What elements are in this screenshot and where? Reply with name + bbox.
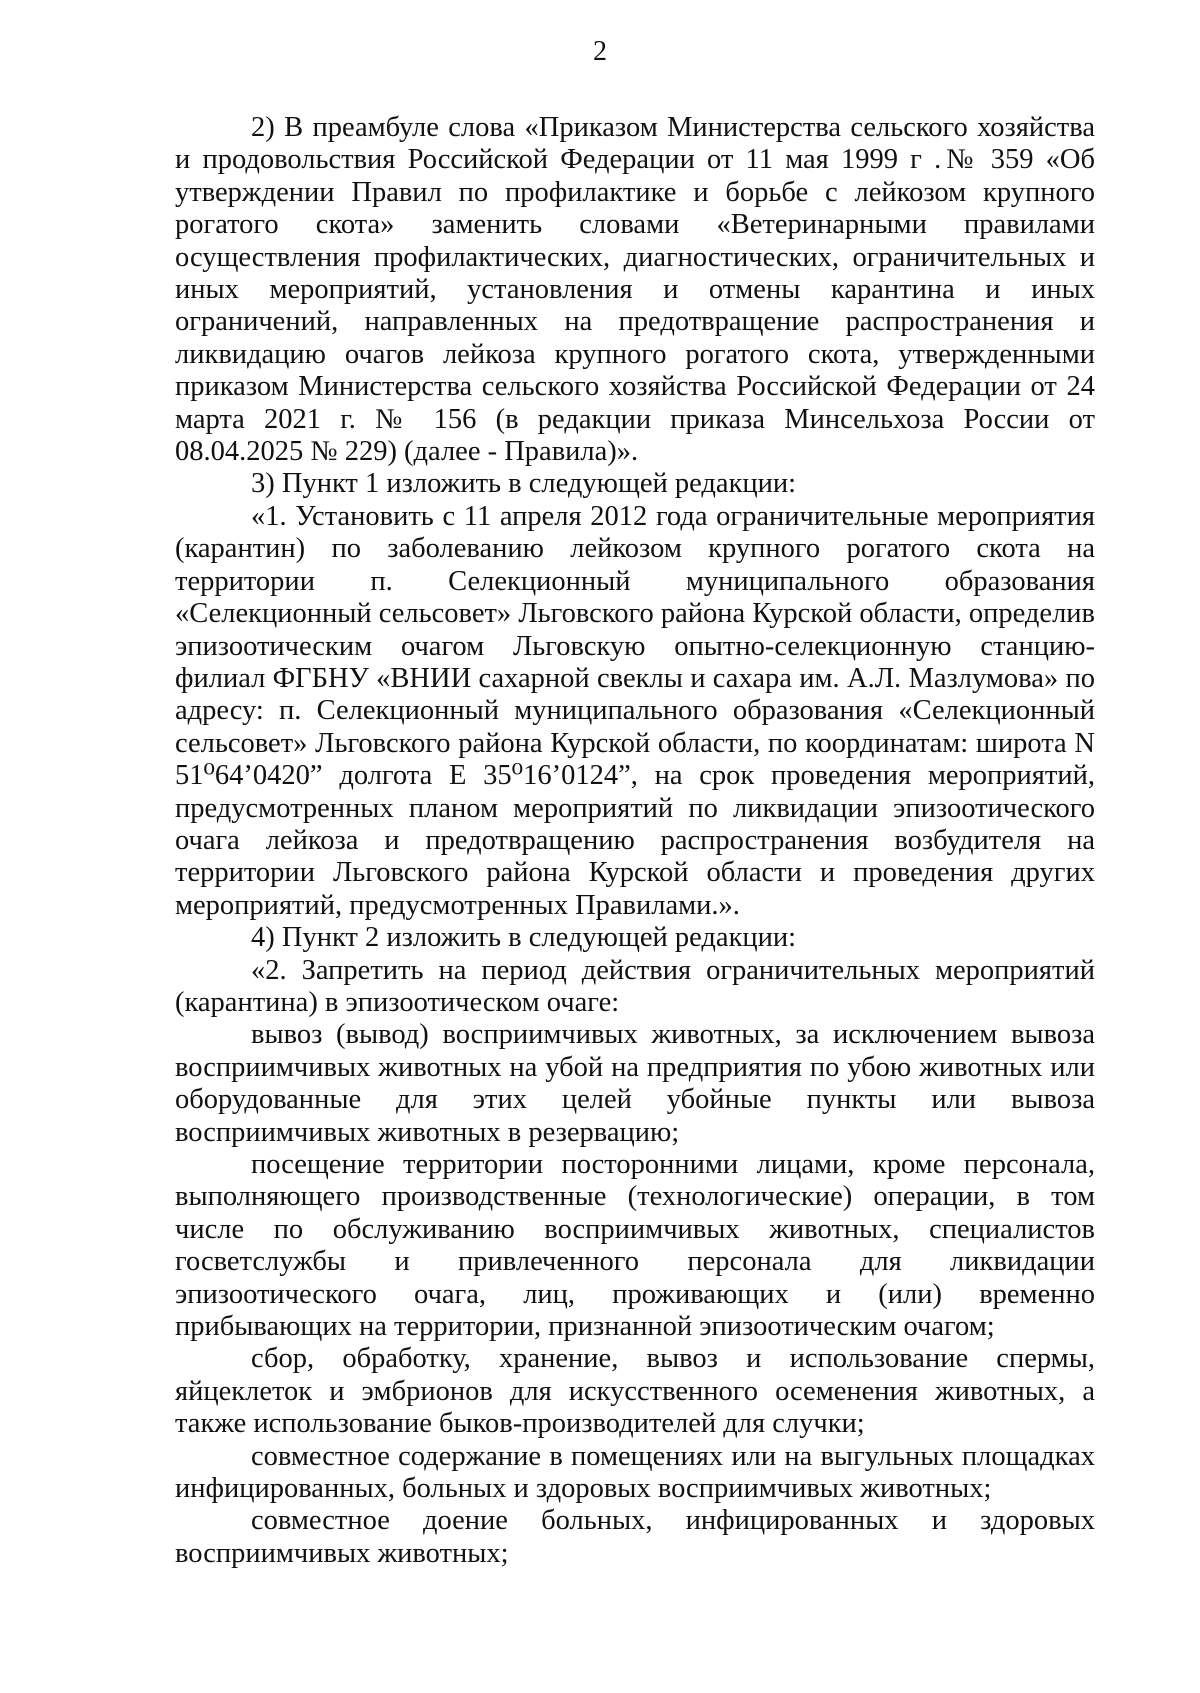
document-body: [175, 112, 1095, 1570]
paragraph-prohibition-housing: совместное содержание в помещениях или на выгульных площадках инфицированных, больных и здоровых восприимчивых животных;: [175, 1440, 1095, 1505]
paragraph-item-4-heading: 4) Пункт 2 изложить в следующей редакции:: [251, 922, 797, 954]
paragraph-item-2-text: «2. Запретить на период действия ограничительных мероприятий (карантина) в эпизоотическом очаге:: [175, 954, 1095, 1018]
paragraph-prohibition-milking: совместное доение больных, инфицированных и здоровых восприимчивых животных;: [175, 1505, 1095, 1569]
paragraph-prohibition-semen: сбор, обработку, хранение, вывоз и использование спермы, яйцеклеток и эмбрионов для искусственного осеменения животных, а также использование быков-производителей для случки;: [175, 1343, 1095, 1440]
paragraph-preamble-amendment: 2) В преамбуле слова «Приказом Министерства сельского хозяйства и продовольствия Российской Федерации от 11 мая 1999 г .№ 359 «Об утверждении Правил по профилактике и борьбе с лейкозом крупного рогатого скота» заменить словами «Ветеринарными правилами осуществления профилактических, диагностических, ограничительных и иных мероприятий, установления и отмены карантина и иных ограничений, направленных на предотвращение распространения и ликвидацию очагов лейкоза крупного рогатого скота, утвержденными приказом Министерства сельского хозяйства Российской Федерации от 24 марта 2021 г. № 156 (в редакции приказа Минсельхоза России от 08.04.2025 № 229) (далее - Правила)».: [175, 112, 1095, 468]
paragraph-prohibition-visits: посещение территории посторонними лицами, кроме персонала, выполняющего производственные (технологические) операции, в том числе по обслуживанию восприимчивых животных, специалистов госветслужбы и привлеченного персонала для ликвидации эпизоотического очага, лиц, проживающих и (или) временно прибывающих на территории, признанной эпизоотическим очагом;: [175, 1149, 1095, 1343]
paragraph-prohibition-export: вывоз (вывод) восприимчивых животных, за исключением вывоза восприимчивых животных на убой на предприятия по убою животных или оборудованные для этих целей убойные пункты или вывоза восприимчивых животных в резервацию;: [175, 1019, 1095, 1148]
paragraph-item-1-text: «1. Установить с 11 апреля 2012 года ограничительные мероприятия (карантин) по заболеванию лейкозом крупного рогатого скота на территории п. Селекционный муниципального образования «Селекционный сельсовет» Льговского района Курской области, определив эпизоотическим очагом Льговскую опытно-селекционную станцию-филиал ФГБНУ «ВНИИ сахарной свеклы и сахара им. А.Л. Мазлумова» по адресу: п. Селекционный муниципального образования «Селекционный сельсовет» Льговского района Курской области, по координатам: широта N 51⁰64’0420” долгота E 35⁰16’0124”, на срок проведения мероприятий, предусмотренных планом мероприятий по ликвидации эпизоотического очага лейкоза и предотвращению распространения возбудителя на территории Льговского района Курской области и проведения других мероприятий, предусмотренных Правилами.».: [175, 500, 1095, 921]
paragraph-item-3-heading: 3) Пункт 1 изложить в следующей редакции:: [251, 468, 797, 500]
page-number: 2: [593, 36, 607, 67]
